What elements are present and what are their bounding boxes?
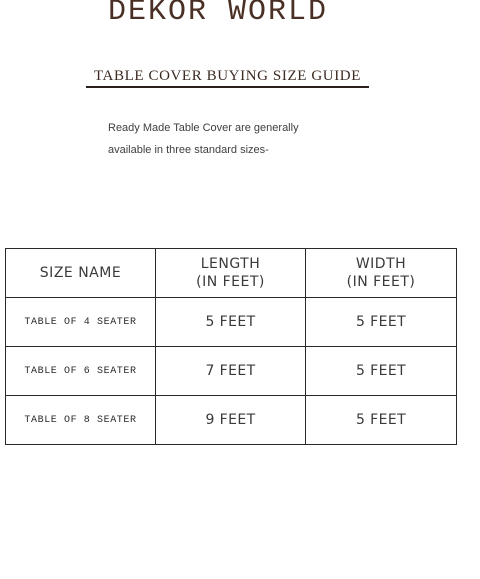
intro-line-1: Ready Made Table Cover are generally: [108, 122, 299, 134]
row-length: 7 FEET: [156, 347, 306, 396]
table-row: [6, 298, 457, 347]
row-width: 5 FEET: [306, 347, 457, 396]
table-row: [6, 396, 457, 445]
table-row: [6, 347, 457, 396]
header-length-unit: (IN FEET): [196, 274, 265, 290]
header-length-label: LENGTH: [200, 256, 261, 272]
brand-logo: DEKOR WORLD: [108, 0, 329, 29]
header-length: [156, 249, 306, 298]
header-width-label: WIDTH: [355, 256, 407, 272]
row-size-name: TABLE OF 6 SEATER: [6, 347, 156, 396]
title-underline: [86, 86, 369, 88]
row-size-name: TABLE OF 4 SEATER: [6, 298, 156, 347]
size-guide-table: [5, 248, 457, 445]
header-size-name-label: SIZE NAME: [39, 265, 122, 281]
row-length: 9 FEET: [156, 396, 306, 445]
header-size-name: [6, 249, 156, 298]
row-width: 5 FEET: [306, 396, 457, 445]
guide-title: TABLE COVER BUYING SIZE GUIDE: [93, 68, 361, 84]
row-width: 5 FEET: [306, 298, 457, 347]
intro-line-2: available in three standard sizes-: [108, 144, 269, 156]
row-size-name: TABLE OF 8 SEATER: [6, 396, 156, 445]
header-width: [306, 249, 457, 298]
intro-text: [108, 117, 368, 161]
table-header-row: [6, 249, 457, 298]
header-width-unit: (IN FEET): [346, 274, 416, 290]
row-length: 5 FEET: [156, 298, 306, 347]
